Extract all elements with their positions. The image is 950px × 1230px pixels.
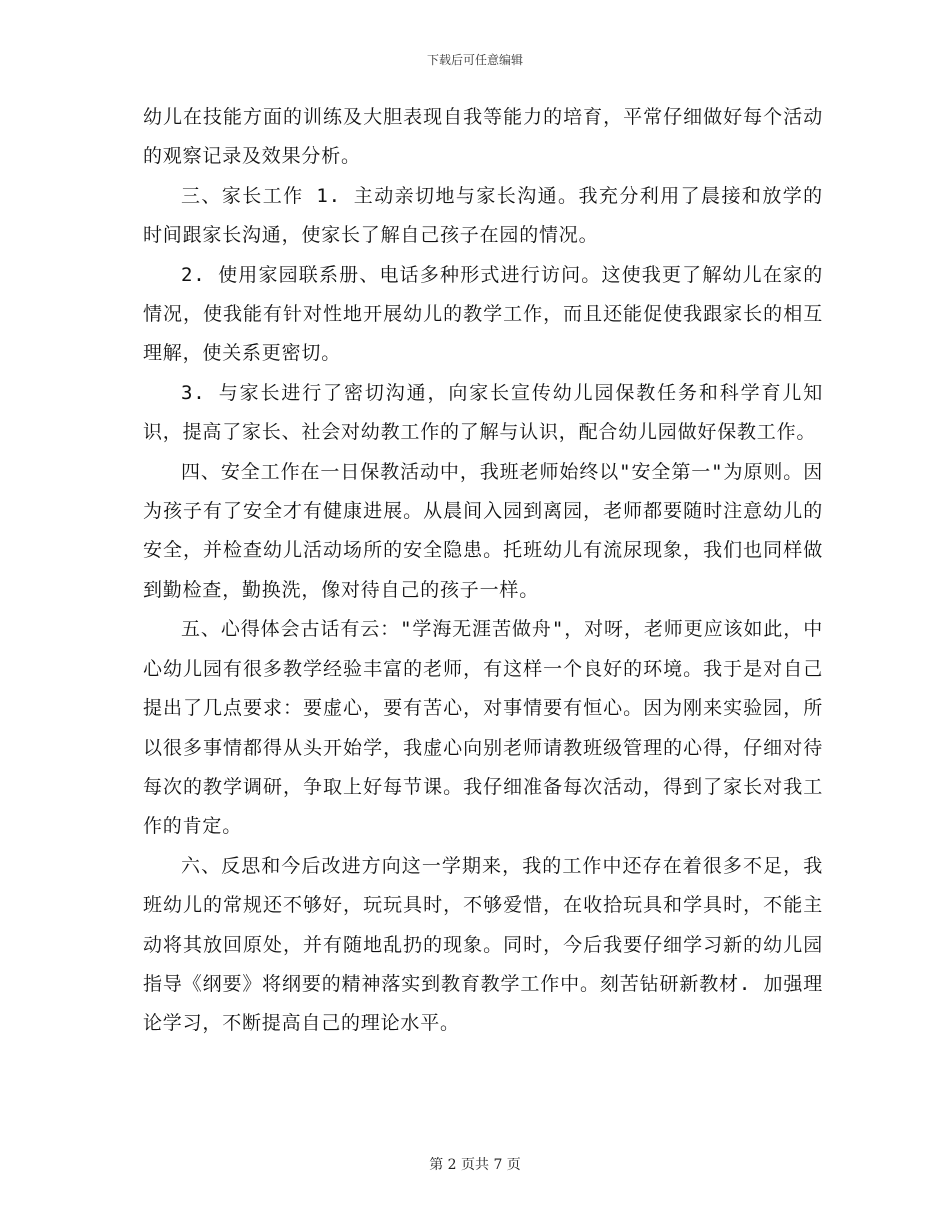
paragraph-communication: 3. 与家长进行了密切沟通，向家长宣传幼儿园保教任务和科学育儿知识，提高了家长、社会对幼教工作的了解与认识，配合幼儿园做好保教工作。: [143, 381, 823, 444]
paragraph-reflection: 六、反思和今后改进方向这一学期来，我的工作中还存在着很多不足，我班幼儿的常规还不够好，玩玩具时，不够爱惜，在收拾玩具和学具时，不能主动将其放回原处，并有随地乱扔的现象。同时，今后我要仔细学习新的幼儿园指导《纲要》将纲要的精神落实到教育教学工作中。刻苦钻研新教材. 加强理论学习，不断提高自己的理论水平。: [143, 854, 823, 1035]
page-header: 下载后可任意编辑: [426, 53, 523, 67]
document-body: [143, 98, 823, 1044]
paragraph-continuation: 幼儿在技能方面的训练及大胆表现自我等能力的培育，平常仔细做好每个活动的观察记录及效果分析。: [143, 106, 823, 168]
page-number: 第 2 页共 7 页: [429, 1157, 521, 1173]
paragraph-home-visit: 2. 使用家园联系册、电话多种形式进行访问。这使我更了解幼儿在家的情况，使我能有针对性地开展幼儿的教学工作，而且还能促使我跟家长的相互理解，使关系更密切。: [143, 263, 823, 365]
paragraph-parent-work: 三、家长工作 1. 主动亲切地与家长沟通。我充分利用了晨接和放学的时间跟家长沟通，使家长了解自己孩子在园的情况。: [143, 184, 823, 247]
paragraph-safety-work: 四、安全工作在一日保教活动中，我班老师始终以"安全第一"为原则。因为孩子有了安全才有健康进展。从晨间入园到离园，老师都要随时注意幼儿的安全，并检查幼儿活动场所的安全隐患。托班幼儿有流尿现象，我们也同样做到勤检查，勤换洗，像对待自己的孩子一样。: [143, 460, 823, 601]
paragraph-experience: 五、心得体会古话有云："学海无涯苦做舟"，对呀，老师更应该如此，中心幼儿园有很多教学经验丰富的老师，有这样一个良好的环境。我于是对自己提出了几点要求：要虚心，要有苦心，对事情要有恒心。因为刚来实验园，所以很多事情都得从头开始学，我虚心向别老师请教班级管理的心得，仔细对待每次的教学调研，争取上好每节课。我仔细准备每次活动，得到了家长对我工作的肯定。: [143, 618, 823, 838]
